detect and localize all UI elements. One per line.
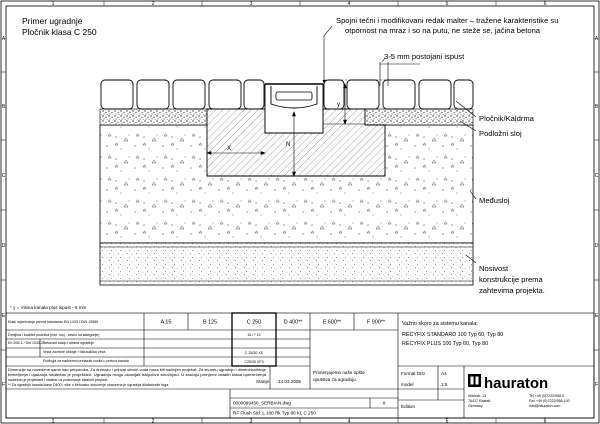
format-value: A4 xyxy=(441,371,447,376)
notes-line4: ** Za ugradnju kanala klase D400 i više u betonsko okruženje obavezna je ugradnja dilatacionih fuga. xyxy=(8,383,170,387)
joint-note-line2: otpornost na mraz i so na putu, ne steže se, jačina betona xyxy=(345,26,541,35)
address-line1: Werkstr. 13 xyxy=(468,394,487,398)
fax: Fax +49 (0)7222/958-100 xyxy=(529,399,570,403)
ruler-side-right-F: F xyxy=(594,382,599,388)
status-label: Stanje xyxy=(256,379,270,384)
sub-layer-label: Podložni sloj xyxy=(479,129,522,138)
model-label: model xyxy=(401,382,414,387)
tb-row4-label: Vrsta završne obloge / hidraulička veza xyxy=(43,350,106,354)
ruler-top-5: 5 xyxy=(445,1,449,7)
tb-row5-label: Podloga za nadzemni prelazak vozila u pravcu kanala xyxy=(43,359,129,363)
product-2: RECYFIX PLUS 100 Typ 60, Typ 80 xyxy=(402,341,489,347)
note2-line2: uputstva za ugradnju. xyxy=(313,377,357,382)
ruler-top-3: 3 xyxy=(249,1,253,7)
tb-row2-label: Debljina i kvalitet pločnika (min. sloj - zavisi od kategorije) xyxy=(8,333,100,337)
ruler-side-D: D xyxy=(1,243,6,249)
ruler-side-right-D: D xyxy=(594,243,599,249)
notes-line1: Dimenzije su navedene samo kao preporuka. Za drenažu i prihvat slivnih voda mora biti sačinjen projekat. Za stvarnu ugradnju i dimenzioniranje xyxy=(8,368,266,372)
bearing-label-line3: zahtevima projekta. xyxy=(479,286,545,295)
product-1: RECYFIX STANDARD 100 Typ 60, Typ 80 xyxy=(402,332,504,338)
gap-note: 3-5 mm postojani ispust xyxy=(384,52,465,61)
phone: Tel.+49 (0)7222/958-0 xyxy=(529,394,565,398)
ruler-side-right-B: B xyxy=(594,104,599,110)
dim-y-label: y xyxy=(337,102,340,108)
model-value: 1:5 xyxy=(441,382,448,387)
revision: 0 xyxy=(382,400,386,406)
bearing-label-line2: konstrukcije prema xyxy=(479,275,543,284)
ruler-bottom-6: 6 xyxy=(543,418,547,424)
ruler-side-right-C: C xyxy=(594,173,599,179)
footnote: * y = Visina kanala plus ispust - 6 mm xyxy=(10,305,87,310)
ruler-side-A: A xyxy=(1,36,6,42)
joint-note-line1: Spojni tečni i modifikovani redak malter – traženе karakteristike su xyxy=(336,16,559,25)
drawing-subtitle: Pločnik klasa C 250 xyxy=(22,27,97,37)
brand-name: hauraton xyxy=(484,375,549,392)
ruler-side-B: B xyxy=(1,104,6,110)
class-f900: F 900** xyxy=(367,319,385,326)
tb-row3b-label: Betonski nasip i strana ugradnje xyxy=(43,341,95,345)
notes-line2: temeljenja i ojačanja nadležan je projektant. Ugradnju mogu obavljati isključivo stručnjaci. U slučaju primjene ostalih klasa opterećenja xyxy=(8,373,266,377)
web: info@hauraton.com xyxy=(529,404,561,408)
ruler-bottom-4: 4 xyxy=(347,418,351,424)
dim-x-label: X xyxy=(227,146,232,152)
tb-row5-value: C25/30 XF3 xyxy=(244,360,264,364)
edition-label: Edition xyxy=(401,404,416,409)
ruler-bottom-1: 1 xyxy=(51,418,55,424)
ruler-side-C: C xyxy=(1,173,6,179)
valid-for-label: Važno skoro za sistemu kanala: xyxy=(402,321,478,327)
drawing-title: Primer ugradnje xyxy=(22,16,83,26)
class-c250: C 250 xyxy=(246,319,262,326)
ruler-bottom-5: 5 xyxy=(445,418,449,424)
class-b125: B 125 xyxy=(202,319,218,326)
ruler-bottom-3: 3 xyxy=(249,418,253,424)
drawing-number: 0000099456_SERBIAN.dwg xyxy=(233,400,291,406)
ruler-side-right-E: E xyxy=(594,313,599,319)
ruler-side-F: F xyxy=(1,382,6,388)
class-a15: A 15 xyxy=(160,319,172,326)
ruler-top-6: 6 xyxy=(543,1,547,7)
status-date: 14.03.2005 xyxy=(278,379,301,384)
ruler-bottom-2: 2 xyxy=(151,418,155,424)
address-line3: Germany xyxy=(468,404,483,408)
bearing-layer xyxy=(100,243,473,285)
ruler-top-2: 2 xyxy=(151,1,155,7)
tb-row2-value: 15 / * 15 xyxy=(247,333,261,337)
ruler-side-E: E xyxy=(1,313,6,319)
ruler-side-right-A: A xyxy=(594,36,599,42)
notes-line3: nadležan je projektant i statičar uz poštovanje lokalnih propisa. xyxy=(8,378,108,382)
tb-row4-value: C 25/30 XE xyxy=(244,351,264,355)
class-e600: E 600** xyxy=(322,319,342,326)
tb-row1-label: Klasi ocjenivanja prema standardu EN 1433 / DIN 19580 xyxy=(8,320,99,324)
address-line2: 76437 Rastatt xyxy=(468,399,491,403)
class-d400: D 400** xyxy=(283,319,303,326)
format-label: Format DIN xyxy=(401,371,425,376)
paving-label: Pločnik/Kaldrma xyxy=(479,114,534,123)
intermediate-label: Međusloj xyxy=(479,196,510,205)
ruler-top-1: 1 xyxy=(51,1,55,7)
tb-row3a-label: En 206-1 / Din 1045-2 xyxy=(8,341,44,345)
bearing-label-line1: Nosivost xyxy=(479,264,509,273)
product-line: RF Flush Std. L 100 Rk Typ 80 KL C 250 xyxy=(233,410,316,416)
note2-line1: Primenjujemo naše opšte xyxy=(313,370,365,375)
channel-grate xyxy=(276,92,312,100)
ruler-top-4: 4 xyxy=(347,1,351,7)
dim-n-label: N xyxy=(286,142,291,148)
